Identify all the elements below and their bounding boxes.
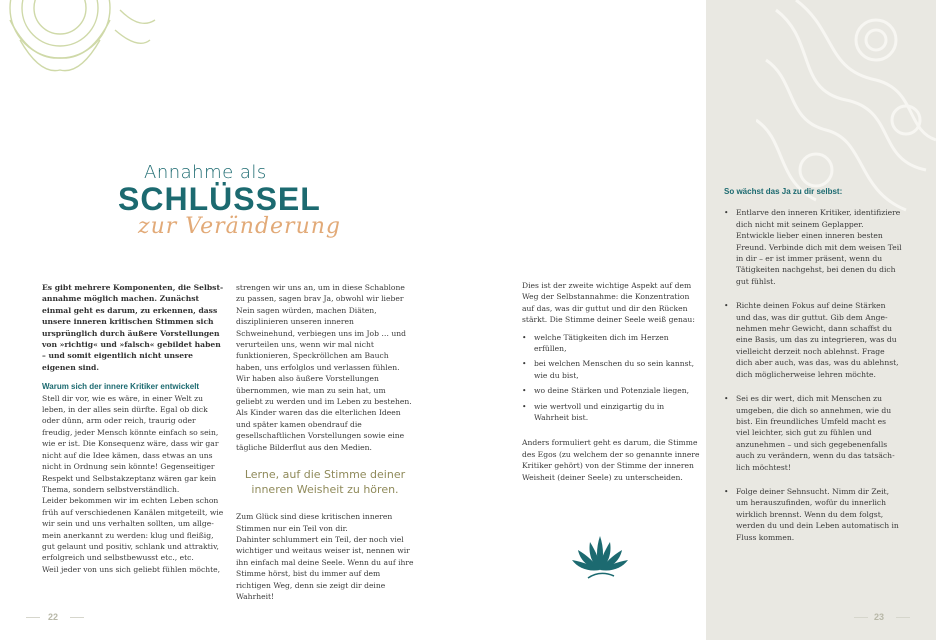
lead-paragraph: Es gibt mehrere Komponenten, die Selbstannahme möglich machen. Zunächst einmal geht es darum, zu erkennen, dass unsere inneren kritischen Stimmen sich ursprünglich durch äußere Vorstellungen von »richtig« und »falsch« gebildet haben – und somit eigentlich nicht unsere eigenen sind. <box>42 283 224 372</box>
list-item: • welche Tätigkeiten dich im Herzen erfüllen, <box>522 332 700 355</box>
pull-quote: Lerne, auf die Stimme deiner inneren Weisheit zu hören. <box>244 468 406 497</box>
column-1 <box>42 282 226 575</box>
page-number-right: 23 <box>874 612 885 622</box>
paragraph: Zum Glück sind diese kritischen inneren Stimmen nur ein Teil von dir. <box>236 512 393 533</box>
paragraph: strengen wir uns an, um in diese Schablone zu passen, sagen brav Ja, obwohl wir lieber Nein sagen würden, machen Diäten, disziplinieren unseren inneren Schweinehund, verbiegen uns im Job … und verurteilen uns, wenn wir mal nicht funktionieren, Speckröllchen am Bauch haben, uns erfolglos und verlassen fühlen. Wir haben also äußere Vorstellungen übernommen, wie man zu sein hat, um geliebt zu werden und im Leben zu bestehen. Als Kinder waren das die elterlichen Ideen und später kamen obendrauf die gesellschaftlichen Vorstellungen sowie eine tägliche Bilderflut aus den Medien. <box>236 283 412 452</box>
tips-box <box>724 186 902 556</box>
column-2 <box>236 282 414 602</box>
page-rule <box>70 617 84 618</box>
column-3 <box>522 280 700 483</box>
page-rule <box>26 617 40 618</box>
chapter-title <box>118 162 358 239</box>
subheading: Warum sich der innere Kritiker entwickelt <box>42 382 200 392</box>
title-line-3: zur Veränderung <box>138 214 341 239</box>
list-item: • bei welchen Menschen du so sein kannst, wie du bist, <box>522 358 700 381</box>
list-item: • wo deine Stärken und Potenziale liegen, <box>522 385 700 396</box>
title-line-1: Annahme als <box>144 162 267 183</box>
tips-heading: So wächst das Ja zu dir selbst: <box>724 187 843 196</box>
paragraph: Leider bekommen wir im echten Leben schon früh auf verschiedenen Kanälen mitgeteilt, wie wir sein und uns verhalten sollten, um allgemein anerkannt zu werden: klug und fleißig, gut gelaunt und positiv, schlank und attraktiv, erfolgreich und selbstbewusst etc., etc. <box>42 496 224 563</box>
tip-item: • Folge deiner Sehnsucht. Nimm dir Zeit, um herauszufinden, wofür du innerlich wirklich brennst. Wenn du dem folgst, werden du und dein Leben automatisch in Fluss kommen. <box>724 486 902 543</box>
paragraph: Weil jeder von uns sich geliebt fühlen möchte, <box>42 564 221 574</box>
list-item: • wie wertvoll und einzigartig du in Wahrheit bist. <box>522 401 700 424</box>
title-line-2: SCHLÜSSEL <box>118 181 321 217</box>
tips-list <box>724 207 902 543</box>
paragraph: Dahinter schlummert ein Teil, der noch viel wichtiger und weitaus weiser ist, nennen wir ihn einfach mal deine Seele. Wenn du auf ihre Stimme hörst, bist du immer auf dem richtigen Weg, denn sie zeigt dir deine Wahrheit! <box>236 534 414 601</box>
mandala-ornament-icon <box>0 0 160 80</box>
paragraph: Dies ist der zweite wichtige Aspekt auf dem Weg der Selbstannahme: die Konzentration auf das, was dir guttut und dir den Rücken stärkt. Die Stimme deiner Seele weiß genau: <box>522 281 695 325</box>
sidebar-box <box>706 0 936 640</box>
lotus-flower-icon <box>570 532 630 582</box>
tip-item: • Richte deinen Fokus auf deine Stärken und das, was dir guttut. Gib dem Angenehmen mehr Gewicht, dann schaffst du eine Basis, um das zu integrieren, was du vielleicht derzeit noch ablehnst. Frage dich aber auch, was das, was du ablehnst, dich möglicherweise lehren möchte. <box>724 300 902 380</box>
page-rule <box>854 617 868 618</box>
tip-item: • Sei es dir wert, dich mit Menschen zu umgeben, die dich so annehmen, wie du bist. Ein freundliches Umfeld macht es viel leichter, sich gut zu fühlen und anzunehmen – und sich gegebenenfalls auch zu verändern, wenn du das tatsächlich möchtest! <box>724 393 902 473</box>
tip-item: • Entlarve den inneren Kritiker, identifiziere dich nicht mit seinem Geplapper. Entwickle lieber einen inneren besten Freund. Verbinde dich mit dem weisen Teil in dir – er ist immer präsent, wenn du Tätigkeiten nachgehst, bei denen du dich gut fühlst. <box>724 207 902 287</box>
page-rule <box>896 617 910 618</box>
page-number-left: 22 <box>48 612 59 622</box>
paragraph: Anders formuliert geht es darum, die Stimme des Egos (zu welchem der so genannte innere Kritiker gehört) von der Stimme der inneren Weisheit (deiner Seele) zu unterscheiden. <box>522 438 700 482</box>
paragraph: Stell dir vor, wie es wäre, in einer Welt zu leben, in der alles sein dürfte. Egal ob dick oder dünn, arm oder reich, traurig oder freudig, jeder Mensch könnte einfach so sein, wie er ist. Die Konsequenz wäre, dass wir gar nicht auf die Idee kämen, dass etwas an uns nicht in Ordnung sein könnte! Gegenseitiger Respekt und Selbstakzeptanz wären gar kein Thema, sondern selbstverständlich. <box>42 393 219 494</box>
bullet-list <box>522 332 700 424</box>
